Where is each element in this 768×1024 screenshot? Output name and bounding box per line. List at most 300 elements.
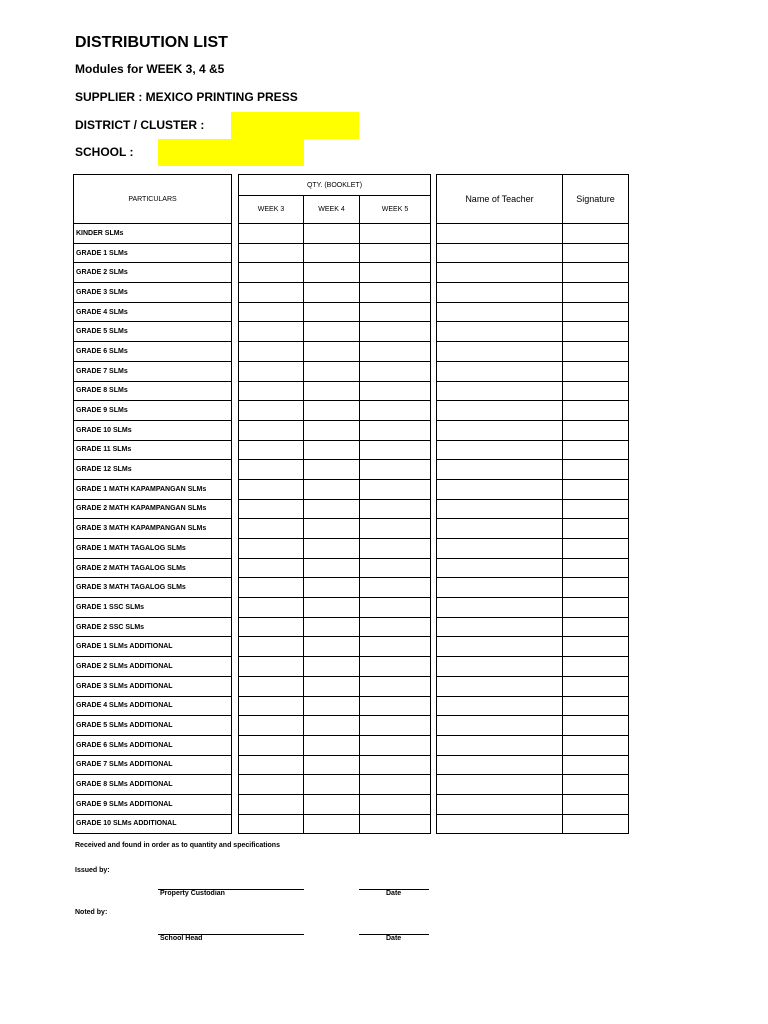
teacher-name-cell[interactable] xyxy=(437,440,563,460)
table-row xyxy=(74,794,232,814)
signature-cell[interactable] xyxy=(563,361,629,381)
week4-qty-cell[interactable] xyxy=(304,617,360,637)
week5-qty-cell[interactable] xyxy=(360,401,431,421)
qty-row xyxy=(239,440,431,460)
week3-qty-cell[interactable] xyxy=(239,283,304,303)
signature-cell[interactable] xyxy=(563,263,629,283)
week5-qty-cell[interactable] xyxy=(360,440,431,460)
teacher-row xyxy=(437,381,629,401)
teacher-name-cell[interactable] xyxy=(437,381,563,401)
signature-cell[interactable] xyxy=(563,814,629,834)
teacher-name-cell[interactable] xyxy=(437,322,563,342)
week5-qty-cell[interactable] xyxy=(360,243,431,263)
table-row xyxy=(74,617,232,637)
table-row xyxy=(74,735,232,755)
week3-qty-cell[interactable] xyxy=(239,558,304,578)
week3-qty-cell[interactable] xyxy=(239,401,304,421)
week3-qty-cell[interactable] xyxy=(239,342,304,362)
week5-qty-cell[interactable] xyxy=(360,814,431,834)
week4-qty-cell[interactable] xyxy=(304,578,360,598)
qty-row xyxy=(239,224,431,244)
teacher-name-cell[interactable] xyxy=(437,657,563,677)
teacher-name-cell[interactable] xyxy=(437,617,563,637)
teacher-row xyxy=(437,696,629,716)
particular-label: GRADE 4 SLMs ADDITIONAL xyxy=(74,696,232,716)
week5-header: WEEK 5 xyxy=(360,196,431,224)
teacher-name-cell[interactable] xyxy=(437,598,563,618)
qty-row xyxy=(239,342,431,362)
week4-qty-cell[interactable] xyxy=(304,676,360,696)
teacher-row xyxy=(437,578,629,598)
week5-qty-cell[interactable] xyxy=(360,716,431,736)
week3-qty-cell[interactable] xyxy=(239,479,304,499)
week5-qty-cell[interactable] xyxy=(360,519,431,539)
week3-qty-cell[interactable] xyxy=(239,322,304,342)
week4-qty-cell[interactable] xyxy=(304,775,360,795)
teacher-row xyxy=(437,716,629,736)
signature-header: Signature xyxy=(563,175,629,224)
table-row xyxy=(74,775,232,795)
qty-row xyxy=(239,735,431,755)
week4-qty-cell[interactable] xyxy=(304,460,360,480)
week5-qty-cell[interactable] xyxy=(360,420,431,440)
table-row xyxy=(74,302,232,322)
qty-row xyxy=(239,283,431,303)
qty-row xyxy=(239,322,431,342)
week3-qty-cell[interactable] xyxy=(239,381,304,401)
particular-label: GRADE 6 SLMs xyxy=(74,342,232,362)
qty-row xyxy=(239,558,431,578)
week4-header: WEEK 4 xyxy=(304,196,360,224)
teacher-name-cell[interactable] xyxy=(437,342,563,362)
qty-row xyxy=(239,539,431,559)
week3-qty-cell[interactable] xyxy=(239,361,304,381)
signature-cell[interactable] xyxy=(563,716,629,736)
particular-label: GRADE 2 MATH TAGALOG SLMs xyxy=(74,558,232,578)
qty-header: QTY. (BOOKLET) xyxy=(239,175,431,196)
teacher-row xyxy=(437,243,629,263)
table-row xyxy=(74,716,232,736)
week5-qty-cell[interactable] xyxy=(360,558,431,578)
teacher-name-cell[interactable] xyxy=(437,302,563,322)
table-row xyxy=(74,460,232,480)
teacher-table xyxy=(436,174,629,834)
table-row xyxy=(74,243,232,263)
particular-label: GRADE 1 SSC SLMs xyxy=(74,598,232,618)
week5-qty-cell[interactable] xyxy=(360,224,431,244)
qty-row xyxy=(239,420,431,440)
teacher-name-header: Name of Teacher xyxy=(437,175,563,224)
qty-row xyxy=(239,794,431,814)
teacher-row xyxy=(437,519,629,539)
signature-cell[interactable] xyxy=(563,479,629,499)
teacher-name-cell[interactable] xyxy=(437,755,563,775)
teacher-row xyxy=(437,401,629,421)
teacher-name-cell[interactable] xyxy=(437,499,563,519)
table-row xyxy=(74,440,232,460)
teacher-row xyxy=(437,617,629,637)
week5-qty-cell[interactable] xyxy=(360,361,431,381)
particular-label: GRADE 3 MATH TAGALOG SLMs xyxy=(74,578,232,598)
week5-qty-cell[interactable] xyxy=(360,598,431,618)
table-row xyxy=(74,676,232,696)
table-row xyxy=(74,755,232,775)
week4-qty-cell[interactable] xyxy=(304,519,360,539)
qty-row xyxy=(239,381,431,401)
teacher-name-cell[interactable] xyxy=(437,420,563,440)
particular-label: KINDER SLMs xyxy=(74,224,232,244)
week3-qty-cell[interactable] xyxy=(239,578,304,598)
week3-qty-cell[interactable] xyxy=(239,716,304,736)
signature-cell[interactable] xyxy=(563,755,629,775)
week3-qty-cell[interactable] xyxy=(239,420,304,440)
teacher-row xyxy=(437,676,629,696)
particular-label: GRADE 10 SLMs xyxy=(74,420,232,440)
signature-cell[interactable] xyxy=(563,342,629,362)
school-label: SCHOOL : xyxy=(75,145,134,159)
week3-qty-cell[interactable] xyxy=(239,696,304,716)
date-label-1: Date xyxy=(386,890,402,897)
week4-qty-cell[interactable] xyxy=(304,283,360,303)
week3-qty-cell[interactable] xyxy=(239,460,304,480)
week5-qty-cell[interactable] xyxy=(360,302,431,322)
teacher-name-cell[interactable] xyxy=(437,696,563,716)
signature-cell[interactable] xyxy=(563,420,629,440)
week5-qty-cell[interactable] xyxy=(360,696,431,716)
signature-cell[interactable] xyxy=(563,657,629,677)
school-field[interactable] xyxy=(158,139,304,166)
table-row xyxy=(74,283,232,303)
district-cluster-field[interactable] xyxy=(231,112,359,139)
particular-label: GRADE 1 MATH KAPAMPANGAN SLMs xyxy=(74,479,232,499)
particular-label: GRADE 5 SLMs ADDITIONAL xyxy=(74,716,232,736)
document-subtitle: Modules for WEEK 3, 4 &5 xyxy=(75,62,225,76)
week3-qty-cell[interactable] xyxy=(239,539,304,559)
week3-qty-cell[interactable] xyxy=(239,775,304,795)
qty-row xyxy=(239,361,431,381)
particular-label: GRADE 6 SLMs ADDITIONAL xyxy=(74,735,232,755)
signature-cell[interactable] xyxy=(563,224,629,244)
table-row xyxy=(74,657,232,677)
teacher-name-cell[interactable] xyxy=(437,361,563,381)
particular-label: GRADE 3 MATH KAPAMPANGAN SLMs xyxy=(74,519,232,539)
week4-qty-cell[interactable] xyxy=(304,322,360,342)
week3-qty-cell[interactable] xyxy=(239,794,304,814)
table-row xyxy=(74,401,232,421)
week3-qty-cell[interactable] xyxy=(239,735,304,755)
signature-cell[interactable] xyxy=(563,539,629,559)
table-row xyxy=(74,814,232,834)
teacher-row xyxy=(437,440,629,460)
teacher-name-cell[interactable] xyxy=(437,735,563,755)
table-row xyxy=(74,637,232,657)
week5-qty-cell[interactable] xyxy=(360,617,431,637)
table-row xyxy=(74,342,232,362)
week5-qty-cell[interactable] xyxy=(360,479,431,499)
signature-cell[interactable] xyxy=(563,696,629,716)
signature-cell[interactable] xyxy=(563,617,629,637)
date-label-2: Date xyxy=(386,935,402,942)
week3-qty-cell[interactable] xyxy=(239,499,304,519)
qty-row xyxy=(239,617,431,637)
week5-qty-cell[interactable] xyxy=(360,755,431,775)
week4-qty-cell[interactable] xyxy=(304,224,360,244)
qty-row xyxy=(239,263,431,283)
teacher-row xyxy=(437,283,629,303)
qty-row xyxy=(239,479,431,499)
week3-qty-cell[interactable] xyxy=(239,598,304,618)
week4-qty-cell[interactable] xyxy=(304,440,360,460)
teacher-name-cell[interactable] xyxy=(437,224,563,244)
signature-cell[interactable] xyxy=(563,499,629,519)
signature-cell[interactable] xyxy=(563,519,629,539)
week3-qty-cell[interactable] xyxy=(239,617,304,637)
week5-qty-cell[interactable] xyxy=(360,539,431,559)
table-row xyxy=(74,598,232,618)
week4-qty-cell[interactable] xyxy=(304,735,360,755)
week4-qty-cell[interactable] xyxy=(304,361,360,381)
week4-qty-cell[interactable] xyxy=(304,302,360,322)
signature-cell[interactable] xyxy=(563,558,629,578)
qty-row xyxy=(239,676,431,696)
issued-by-label: Issued by: xyxy=(75,867,110,874)
week4-qty-cell[interactable] xyxy=(304,342,360,362)
teacher-name-cell[interactable] xyxy=(437,401,563,421)
quantity-table xyxy=(238,174,431,834)
particular-label: GRADE 9 SLMs xyxy=(74,401,232,421)
teacher-row xyxy=(437,302,629,322)
particular-label: GRADE 3 SLMs ADDITIONAL xyxy=(74,676,232,696)
teacher-name-cell[interactable] xyxy=(437,578,563,598)
week4-qty-cell[interactable] xyxy=(304,755,360,775)
week4-qty-cell[interactable] xyxy=(304,243,360,263)
qty-row xyxy=(239,696,431,716)
particular-label: GRADE 3 SLMs xyxy=(74,283,232,303)
teacher-row xyxy=(437,420,629,440)
qty-row xyxy=(239,755,431,775)
week4-qty-cell[interactable] xyxy=(304,381,360,401)
teacher-name-cell[interactable] xyxy=(437,676,563,696)
week5-qty-cell[interactable] xyxy=(360,775,431,795)
teacher-name-cell[interactable] xyxy=(437,558,563,578)
week5-qty-cell[interactable] xyxy=(360,322,431,342)
qty-row xyxy=(239,637,431,657)
week4-qty-cell[interactable] xyxy=(304,401,360,421)
teacher-row xyxy=(437,539,629,559)
week4-qty-cell[interactable] xyxy=(304,637,360,657)
qty-row xyxy=(239,460,431,480)
week4-qty-cell[interactable] xyxy=(304,794,360,814)
signature-cell[interactable] xyxy=(563,460,629,480)
week4-qty-cell[interactable] xyxy=(304,499,360,519)
teacher-name-cell[interactable] xyxy=(437,460,563,480)
week4-qty-cell[interactable] xyxy=(304,696,360,716)
teacher-name-cell[interactable] xyxy=(437,716,563,736)
table-row xyxy=(74,322,232,342)
week4-qty-cell[interactable] xyxy=(304,263,360,283)
week3-header: WEEK 3 xyxy=(239,196,304,224)
table-row xyxy=(74,420,232,440)
week5-qty-cell[interactable] xyxy=(360,735,431,755)
week4-qty-cell[interactable] xyxy=(304,657,360,677)
signature-cell[interactable] xyxy=(563,637,629,657)
property-custodian-label: Property Custodian xyxy=(160,890,225,897)
teacher-row xyxy=(437,224,629,244)
table-row xyxy=(74,479,232,499)
signature-cell[interactable] xyxy=(563,598,629,618)
teacher-name-cell[interactable] xyxy=(437,794,563,814)
week3-qty-cell[interactable] xyxy=(239,676,304,696)
table-row xyxy=(74,361,232,381)
table-row xyxy=(74,519,232,539)
signature-cell[interactable] xyxy=(563,322,629,342)
signature-cell[interactable] xyxy=(563,578,629,598)
teacher-row xyxy=(437,794,629,814)
teacher-name-cell[interactable] xyxy=(437,263,563,283)
week4-qty-cell[interactable] xyxy=(304,539,360,559)
teacher-name-cell[interactable] xyxy=(437,637,563,657)
noted-by-label: Noted by: xyxy=(75,909,108,916)
qty-row xyxy=(239,401,431,421)
week3-qty-cell[interactable] xyxy=(239,224,304,244)
particular-label: GRADE 8 SLMs xyxy=(74,381,232,401)
teacher-row xyxy=(437,460,629,480)
school-head-label: School Head xyxy=(160,935,203,942)
signature-cell[interactable] xyxy=(563,243,629,263)
particular-label: GRADE 7 SLMs xyxy=(74,361,232,381)
teacher-name-cell[interactable] xyxy=(437,243,563,263)
week3-qty-cell[interactable] xyxy=(239,243,304,263)
particular-label: GRADE 2 MATH KAPAMPANGAN SLMs xyxy=(74,499,232,519)
teacher-row xyxy=(437,637,629,657)
table-row xyxy=(74,558,232,578)
signature-cell[interactable] xyxy=(563,775,629,795)
week3-qty-cell[interactable] xyxy=(239,519,304,539)
particular-label: GRADE 5 SLMs xyxy=(74,322,232,342)
particular-label: GRADE 1 SLMs xyxy=(74,243,232,263)
week5-qty-cell[interactable] xyxy=(360,283,431,303)
table-row xyxy=(74,224,232,244)
week3-qty-cell[interactable] xyxy=(239,657,304,677)
week3-qty-cell[interactable] xyxy=(239,755,304,775)
particular-label: GRADE 1 MATH TAGALOG SLMs xyxy=(74,539,232,559)
teacher-name-cell[interactable] xyxy=(437,539,563,559)
particular-label: GRADE 9 SLMs ADDITIONAL xyxy=(74,794,232,814)
supplier-line: SUPPLIER : MEXICO PRINTING PRESS xyxy=(75,90,298,104)
qty-row xyxy=(239,578,431,598)
week5-qty-cell[interactable] xyxy=(360,381,431,401)
teacher-name-cell[interactable] xyxy=(437,814,563,834)
table-row xyxy=(74,381,232,401)
particulars-table xyxy=(73,174,232,834)
qty-row xyxy=(239,657,431,677)
table-row xyxy=(74,578,232,598)
teacher-row xyxy=(437,755,629,775)
teacher-name-cell[interactable] xyxy=(437,283,563,303)
week5-qty-cell[interactable] xyxy=(360,578,431,598)
table-row xyxy=(74,263,232,283)
teacher-row xyxy=(437,814,629,834)
teacher-row xyxy=(437,361,629,381)
week5-qty-cell[interactable] xyxy=(360,263,431,283)
week4-qty-cell[interactable] xyxy=(304,598,360,618)
signature-cell[interactable] xyxy=(563,794,629,814)
qty-row xyxy=(239,243,431,263)
qty-row xyxy=(239,814,431,834)
teacher-row xyxy=(437,479,629,499)
teacher-name-cell[interactable] xyxy=(437,519,563,539)
signature-cell[interactable] xyxy=(563,381,629,401)
week5-qty-cell[interactable] xyxy=(360,342,431,362)
teacher-name-cell[interactable] xyxy=(437,479,563,499)
week3-qty-cell[interactable] xyxy=(239,814,304,834)
particular-label: GRADE 8 SLMs ADDITIONAL xyxy=(74,775,232,795)
table-row xyxy=(74,696,232,716)
qty-row xyxy=(239,302,431,322)
teacher-row xyxy=(437,342,629,362)
particular-label: GRADE 7 SLMs ADDITIONAL xyxy=(74,755,232,775)
particular-label: GRADE 10 SLMs ADDITIONAL xyxy=(74,814,232,834)
qty-row xyxy=(239,775,431,795)
week4-qty-cell[interactable] xyxy=(304,558,360,578)
week3-qty-cell[interactable] xyxy=(239,440,304,460)
qty-row xyxy=(239,499,431,519)
teacher-row xyxy=(437,558,629,578)
qty-row xyxy=(239,716,431,736)
week4-qty-cell[interactable] xyxy=(304,716,360,736)
week3-qty-cell[interactable] xyxy=(239,637,304,657)
week5-qty-cell[interactable] xyxy=(360,460,431,480)
particular-label: GRADE 1 SLMs ADDITIONAL xyxy=(74,637,232,657)
week4-qty-cell[interactable] xyxy=(304,420,360,440)
teacher-row xyxy=(437,657,629,677)
signature-cell[interactable] xyxy=(563,302,629,322)
week5-qty-cell[interactable] xyxy=(360,657,431,677)
particular-label: GRADE 12 SLMs xyxy=(74,460,232,480)
signature-cell[interactable] xyxy=(563,676,629,696)
qty-row xyxy=(239,598,431,618)
teacher-row xyxy=(437,598,629,618)
document-title: DISTRIBUTION LIST xyxy=(75,34,228,51)
table-row xyxy=(74,539,232,559)
week5-qty-cell[interactable] xyxy=(360,499,431,519)
week5-qty-cell[interactable] xyxy=(360,637,431,657)
signature-cell[interactable] xyxy=(563,440,629,460)
signature-cell[interactable] xyxy=(563,283,629,303)
week3-qty-cell[interactable] xyxy=(239,263,304,283)
district-cluster-label: DISTRICT / CLUSTER : xyxy=(75,118,205,132)
qty-row xyxy=(239,519,431,539)
teacher-row xyxy=(437,735,629,755)
week3-qty-cell[interactable] xyxy=(239,302,304,322)
week5-qty-cell[interactable] xyxy=(360,794,431,814)
week4-qty-cell[interactable] xyxy=(304,814,360,834)
signature-cell[interactable] xyxy=(563,401,629,421)
teacher-row xyxy=(437,263,629,283)
signature-cell[interactable] xyxy=(563,735,629,755)
table-row xyxy=(74,499,232,519)
teacher-row xyxy=(437,775,629,795)
particular-label: GRADE 11 SLMs xyxy=(74,440,232,460)
teacher-name-cell[interactable] xyxy=(437,775,563,795)
particular-label: GRADE 2 SLMs ADDITIONAL xyxy=(74,657,232,677)
teacher-row xyxy=(437,322,629,342)
particular-label: GRADE 4 SLMs xyxy=(74,302,232,322)
week5-qty-cell[interactable] xyxy=(360,676,431,696)
week4-qty-cell[interactable] xyxy=(304,479,360,499)
teacher-row xyxy=(437,499,629,519)
received-statement: Received and found in order as to quantity and specifications xyxy=(75,842,280,849)
